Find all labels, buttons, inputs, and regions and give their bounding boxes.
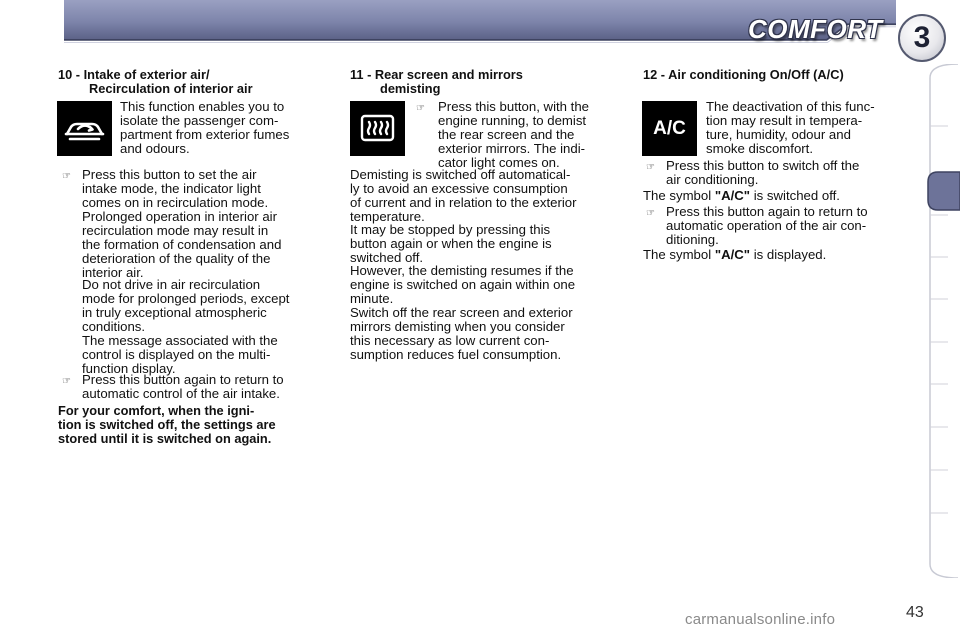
section-10-bullet-1: Press this button to set the air intake mode, the indicator light comes on in recirculation mode. Prolonged operation in interior air recirculation mode may result in the formation of condensation and deterioration of the quality of the interior air. — [82, 167, 282, 280]
section-number: 10 - — [58, 67, 81, 82]
section-10-paragraph-3: The message associated with the control is displayed on the multi- function display. — [82, 333, 278, 376]
section-12-bullet-1: Press this button to switch off the air conditioning. — [666, 158, 860, 187]
section-title-line: demisting — [380, 81, 441, 96]
section-10-paragraph-2: Do not drive in air recirculation mode for prolonged periods, except in truly exceptional atmospheric conditions. — [82, 277, 290, 334]
page-number: 43 — [906, 604, 924, 621]
section-title-line: Air conditioning On/Off (A/C) — [668, 67, 844, 82]
active-chapter-tab — [928, 172, 960, 210]
chapter-number-badge: 3 — [898, 14, 946, 62]
ac-icon: A/C — [653, 118, 686, 139]
section-11-paragraph-1: Demisting is switched off automatical- ly to avoid an excessive consumption of current and in relation to the exterior temperature. — [350, 167, 577, 224]
pointing-hand-icon: ☞ — [646, 208, 655, 219]
section-number: 12 - — [643, 67, 666, 82]
car-recirculation-icon — [57, 101, 112, 156]
section-11-heading — [350, 68, 612, 96]
section-11-paragraph-4: Switch off the rear screen and exterior mirrors demisting when you consider this necessary as low current con- sumption reduces fuel consumption. — [350, 305, 573, 362]
pointing-hand-icon: ☞ — [62, 376, 71, 387]
rear-screen-demist-icon — [350, 101, 405, 156]
chapter-side-tabs — [926, 64, 960, 578]
recirculation-button-icon — [57, 101, 112, 156]
section-11-paragraph-2: It may be stopped by pressing this button again or when the engine is switched off. — [350, 222, 552, 265]
section-12-status-2: The symbol "A/C" is displayed. — [643, 247, 827, 262]
section-title-line: Rear screen and mirrors — [374, 67, 523, 82]
section-11-paragraph-3: However, the demisting resumes if the engine is switched on again within one minute. — [350, 263, 576, 306]
section-12-bullet-2: Press this button again to return to automatic operation of the air con- ditioning. — [666, 204, 868, 247]
section-12-status-1: The symbol "A/C" is switched off. — [643, 188, 840, 203]
section-title-line: Intake of exterior air/ — [83, 67, 210, 82]
pointing-hand-icon: ☞ — [646, 162, 655, 173]
ac-symbol: "A/C" — [714, 247, 751, 262]
section-10-bullet-2: Press this button again to return to automatic control of the air intake. — [82, 372, 284, 401]
section-title-line: Recirculation of interior air — [89, 81, 253, 96]
pointing-hand-icon: ☞ — [416, 103, 425, 114]
pointing-hand-icon: ☞ — [62, 171, 71, 182]
section-10-bold-note: For your comfort, when the igni- tion is switched off, the settings are stored until it is switched on again. — [58, 403, 276, 446]
section-number: 11 - — [350, 67, 372, 82]
section-10-heading — [58, 68, 320, 96]
section-11-bullet-1: Press this button, with the engine running, to demist the rear screen and the exterior mirrors. The indi- cator light comes on. — [438, 99, 589, 170]
ac-symbol: "A/C" — [714, 188, 751, 203]
chapter-title: COMFORT — [748, 14, 883, 44]
section-12-intro: The deactivation of this func- tion may result in tempera- ture, humidity, odour and smoke discomfort. — [706, 99, 875, 156]
section-12-heading — [643, 68, 913, 82]
rear-demist-button-icon — [350, 101, 405, 156]
ac-button-icon — [642, 101, 697, 156]
section-10-intro: This function enables you to isolate the passenger com- partment from exterior fumes and odours. — [120, 99, 290, 156]
watermark: carmanualsonline.info — [685, 611, 836, 628]
